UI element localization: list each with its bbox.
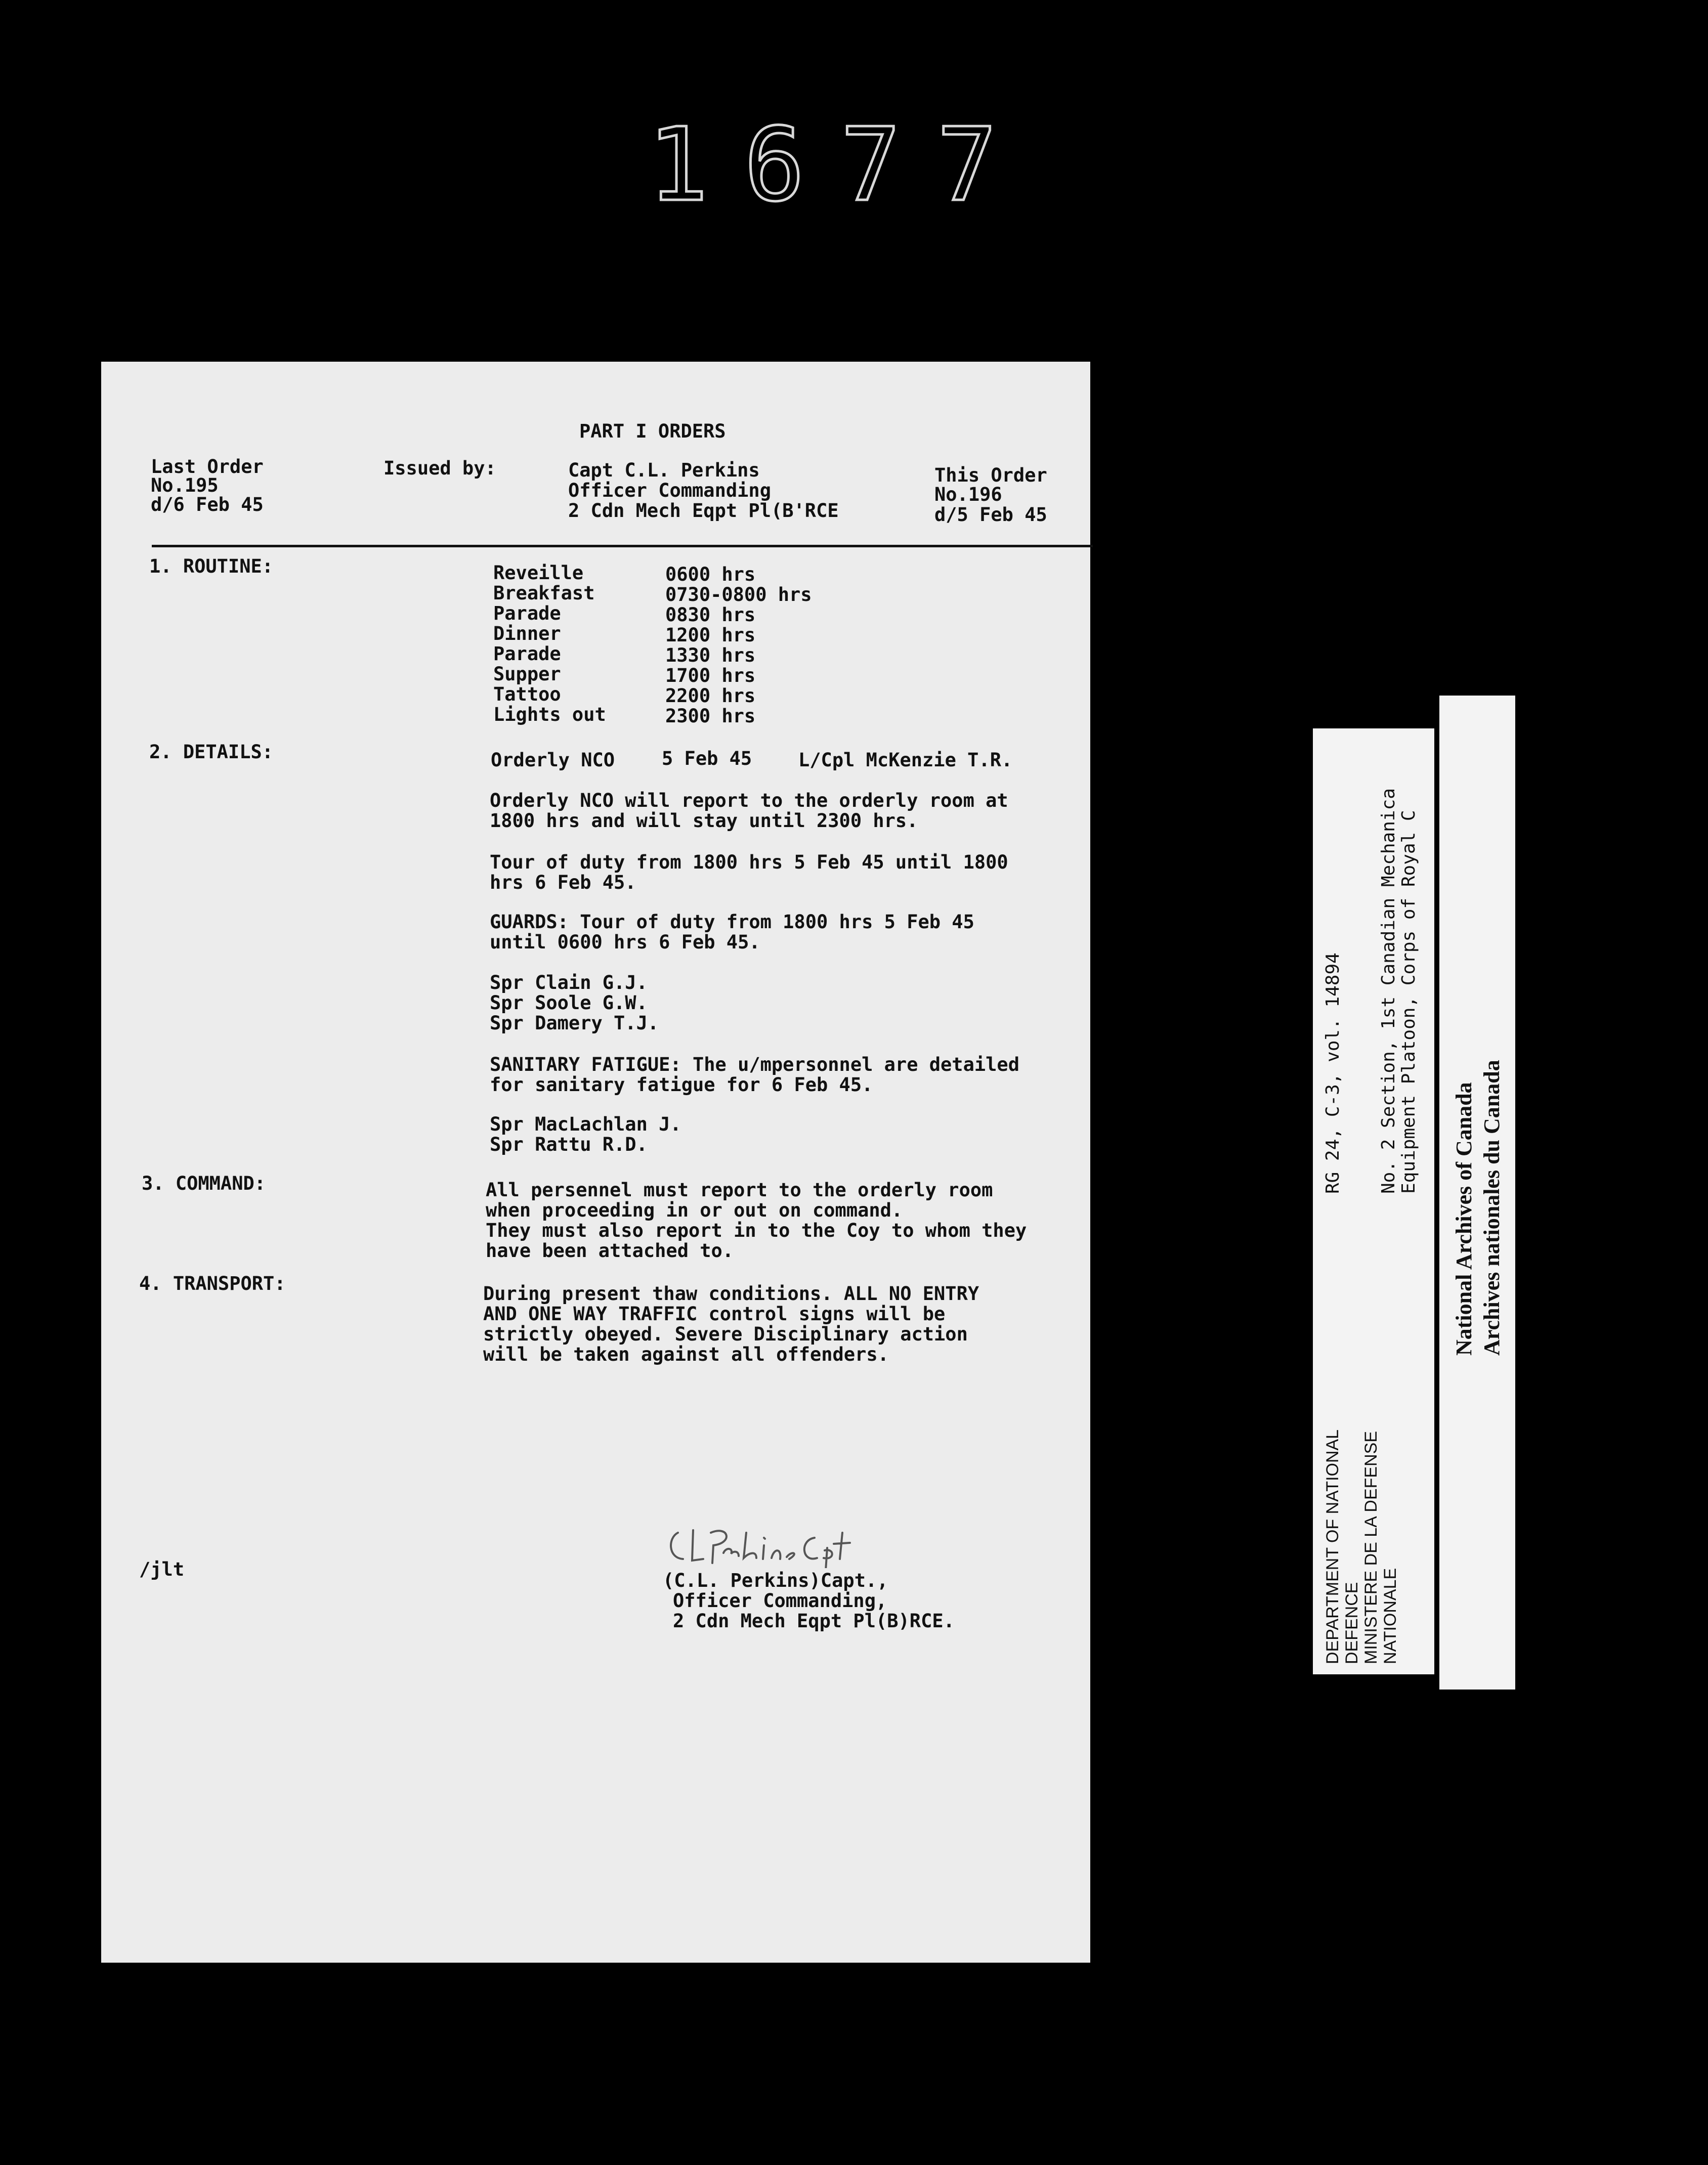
- transport-heading: 4. TRANSPORT:: [139, 1273, 286, 1294]
- department-line: NATIONALE: [1381, 1568, 1400, 1664]
- command-line: have been attached to.: [486, 1240, 734, 1262]
- archives-name-en: National Archives of Canada: [1451, 1082, 1476, 1356]
- department-line: MINISTERE DE LA DEFENSE: [1361, 1431, 1381, 1664]
- issuer-name: Capt C.L. Perkins: [568, 459, 760, 481]
- guard-name: Spr Soole G.W.: [490, 992, 648, 1014]
- transport-line: AND ONE WAY TRAFFIC control signs will be: [483, 1303, 946, 1325]
- department-line: DEFENCE: [1342, 1582, 1361, 1664]
- record-group-reference: RG 24, C-3, vol. 14894: [1322, 952, 1343, 1194]
- routine-time: 2200 hrs: [665, 685, 756, 707]
- document-title: PART I ORDERS: [579, 420, 726, 442]
- command-line: All persennel must report to the orderly room: [486, 1179, 993, 1201]
- routine-item: Reveille: [493, 562, 584, 584]
- command-line: when proceeding in or out on command.: [486, 1199, 903, 1221]
- guard-name: Spr Damery T.J.: [490, 1012, 659, 1034]
- routine-item: Lights out: [493, 704, 606, 725]
- tour-line: Tour of duty from 1800 hrs 5 Feb 45 until 1800: [490, 851, 1008, 873]
- issuer-role: Officer Commanding: [568, 480, 771, 501]
- report-line: 1800 hrs and will stay until 2300 hrs.: [490, 810, 918, 832]
- last-order-number: No.195: [151, 474, 219, 496]
- command-heading: 3. COMMAND:: [142, 1173, 266, 1194]
- orderly-nco-label: Orderly NCO: [491, 749, 615, 771]
- unit-description: Equipment Platoon, Corps of Royal C: [1398, 810, 1419, 1194]
- sanitary-name: Spr MacLachlan J.: [490, 1113, 681, 1135]
- issuer-unit: 2 Cdn Mech Eqpt Pl(B'RCE: [568, 500, 839, 522]
- order-document: [101, 362, 1090, 1963]
- this-order-label: This Order: [934, 464, 1047, 486]
- this-order-number: No.196: [934, 484, 1002, 505]
- routine-heading: 1. ROUTINE:: [149, 555, 274, 577]
- header-rule: [152, 545, 1093, 547]
- unit-description: No. 2 Section, 1st Canadian Mechanica: [1378, 788, 1399, 1194]
- handwritten-signature: [663, 1523, 885, 1568]
- routine-item: Breakfast: [493, 582, 595, 604]
- department-line: DEPARTMENT OF NATIONAL: [1323, 1429, 1342, 1664]
- transport-line: will be taken against all offenders.: [483, 1344, 889, 1365]
- last-order-label: Last Order: [151, 456, 264, 478]
- routine-time: 1700 hrs: [665, 665, 756, 686]
- microfilm-frame-number: 1677: [648, 106, 1033, 224]
- national-archives-label: [1439, 696, 1515, 1690]
- guards-line: until 0600 hrs 6 Feb 45.: [490, 931, 760, 953]
- routine-item: Dinner: [493, 623, 561, 644]
- this-order-date: d/5 Feb 45: [934, 504, 1047, 526]
- transport-line: During present thaw conditions. ALL NO ENTRY: [483, 1283, 979, 1305]
- guard-name: Spr Clain G.J.: [490, 972, 648, 993]
- routine-time: 1200 hrs: [665, 624, 756, 646]
- routine-time: 0830 hrs: [665, 604, 756, 626]
- orderly-nco-name: L/Cpl McKenzie T.R.: [798, 749, 1013, 771]
- sanitary-line: for sanitary fatigue for 6 Feb 45.: [490, 1074, 873, 1096]
- sanitary-name: Spr Rattu R.D.: [490, 1134, 648, 1155]
- transport-line: strictly obeyed. Severe Disciplinary action: [483, 1323, 968, 1345]
- routine-item: Tattoo: [493, 683, 561, 705]
- routine-time: 2300 hrs: [665, 705, 756, 727]
- routine-time: 0600 hrs: [665, 564, 756, 585]
- archives-name-fr: Archives nationales du Canada: [1479, 1060, 1504, 1356]
- orderly-nco-date: 5 Feb 45: [662, 748, 752, 769]
- signature-name: (C.L. Perkins)Capt.,: [663, 1570, 888, 1591]
- report-line: Orderly NCO will report to the orderly room at: [490, 790, 1008, 811]
- archive-reference-label: [1313, 728, 1434, 1674]
- routine-time: 0730-0800 hrs: [665, 584, 812, 605]
- details-heading: 2. DETAILS:: [149, 741, 274, 763]
- routine-time: 1330 hrs: [665, 644, 756, 666]
- typist-reference: /jlt: [139, 1558, 185, 1580]
- sanitary-line: SANITARY FATIGUE: The u/mpersonnel are detailed: [490, 1054, 1019, 1075]
- signature-unit: 2 Cdn Mech Eqpt Pl(B)RCE.: [673, 1610, 955, 1632]
- last-order-date: d/6 Feb 45: [151, 494, 264, 515]
- signature-role: Officer Commanding,: [673, 1590, 887, 1612]
- tour-line: hrs 6 Feb 45.: [490, 872, 636, 893]
- issued-by-label: Issued by:: [383, 457, 496, 479]
- routine-item: Supper: [493, 663, 561, 685]
- routine-item: Parade: [493, 643, 561, 665]
- guards-line: GUARDS: Tour of duty from 1800 hrs 5 Feb 45: [490, 911, 974, 933]
- routine-item: Parade: [493, 602, 561, 624]
- command-line: They must also report in to the Coy to whom they: [486, 1220, 1027, 1241]
